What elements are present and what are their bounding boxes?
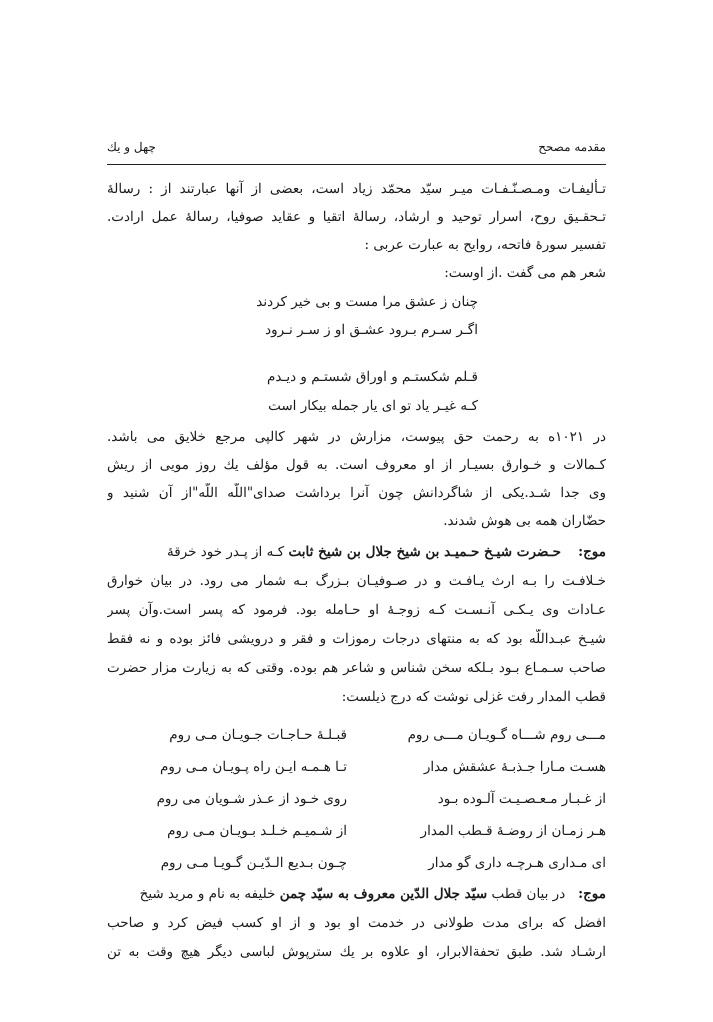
text-line: خـلافـت را بـه ارث یـافـت و در صـوفیـان بـزرگ بـه شمار می رود. در بیان خوارق xyxy=(107,573,606,589)
entry-text: در بیان قطب xyxy=(491,886,566,902)
text-line: در ۱۰۲۱ه به رحمت حق پیوست، مزارش در شهر کالپی مرجع خلایق می باشد. xyxy=(107,429,606,445)
text-line: افضل که برای مدت طولانی در خدمت او بود و از او کسب فیض کرد و صاحب xyxy=(107,915,606,931)
text-line: تـألیفـات ومـصـنّـفـات میـر سیّد محمّد زیاد است، بعضی از آنها عبارتند از : رسالۀ xyxy=(107,181,606,197)
verse-line: کـه غیـر یاد تو ای یار جمله بیکار است xyxy=(268,398,478,414)
verse-left: قبـلـۀ حـاجـات جـویـان مـی روم xyxy=(169,727,347,743)
verse-left: از شـمیـم خـلـد بـویـان مـی روم xyxy=(167,823,347,839)
text-line: قطب المدار رفت غزلی نوشت که درج ذیلست: xyxy=(341,689,606,705)
entry-first-line xyxy=(107,542,606,562)
text-line: کـمالات و خـوارق بسیـار از او معروف است. به قول مؤلف یك روز مویی از ریش xyxy=(107,457,606,473)
verse-line: اگـر سـرم بـرود عشـق او ز سـر نـرود xyxy=(265,322,478,338)
text-line: وی جدا شـد.یکی از شاگردانش چون آنرا برداشت صدای"اللّه اللّه"از آن شنید و xyxy=(107,485,606,501)
text-line: حضّاران همه بی هوش شدند. xyxy=(443,513,606,529)
section-title: مقدمه مصحح xyxy=(538,140,606,154)
running-header xyxy=(107,140,606,164)
entry-text: خلیفه به نام و مرید شیخ xyxy=(139,886,276,902)
verse-right: هـر زمـان از روضـۀ قـطب المدار xyxy=(420,823,606,839)
text-line: شعر هم می گفت .از اوست: xyxy=(444,265,606,281)
entry-text: کـه از پـدر خود خرقۀ xyxy=(167,544,285,560)
entry-first-line xyxy=(107,884,606,904)
text-line: شیـخ عبـداللّه بود که به منتهای درجات رموزات و فقر و درویشی فائز بوده و نه فقط xyxy=(107,631,606,647)
entry-lead: موج: xyxy=(578,886,606,902)
entry-lead: موج: xyxy=(578,544,606,560)
verse-line: قـلم شکستـم و اوراق شستـم و دیـدم xyxy=(266,369,478,385)
text-line: تـحقـیق روح، اسرار توحید و ارشاد، رسالۀ اتقیا و عقاید صوفیا، رسالۀ عمل ارادت. xyxy=(107,209,606,225)
text-line: عـادات وی یـکـی آنـسـت کـه زوجـۀ او حـامله بود. فرمود که پسر است.وآن پسر xyxy=(107,602,606,618)
verse-line: چنان ز عشق مرا مست و بی خیر کردند xyxy=(256,294,478,310)
verse-right: ای مـداری هـرچـه داری گو مدار xyxy=(428,855,606,871)
verse-right: از غـبـار مـعـصـیـت آلـوده بـود xyxy=(437,791,606,807)
verse-right: هسـت مـارا جـذبـۀ عشقش مدار xyxy=(423,759,606,775)
entry-name: سیّد جلال الدّین معروف به سیّد چمن xyxy=(279,886,488,902)
verse-left: روی خـود از عـذر شـویان می روم xyxy=(156,791,347,807)
header-rule xyxy=(107,164,606,165)
text-line: صاحب سـمـاع بـود بـلکه سخن شناس و شاعر هم بوده. وقتی که به زیارت مزار حضرت xyxy=(107,660,606,676)
verse-left: چـون بـدیع الـدّیـن گـویـا مـی روم xyxy=(160,855,347,871)
verse-right: مـــی روم شـــاه گـویـان مـــی روم xyxy=(407,727,606,743)
text-line: ارشـاد شد. طبق تحفةالابرار، او علاوه بر یك سترپوش لباسی دیگر هیچ وقت به تن xyxy=(107,944,606,960)
verse-left: تـا هـمـه ایـن راه پـویـان مـی روم xyxy=(160,759,347,775)
entry-name: حـضرت شیـخ حـمیـد بن شیخ جلال بن شیخ ثابت xyxy=(288,544,561,560)
text-line: تفسیر سورۀ فاتحه، روایح به عبارت عربی : xyxy=(364,237,606,253)
page-number: چهل و یك xyxy=(107,140,156,154)
